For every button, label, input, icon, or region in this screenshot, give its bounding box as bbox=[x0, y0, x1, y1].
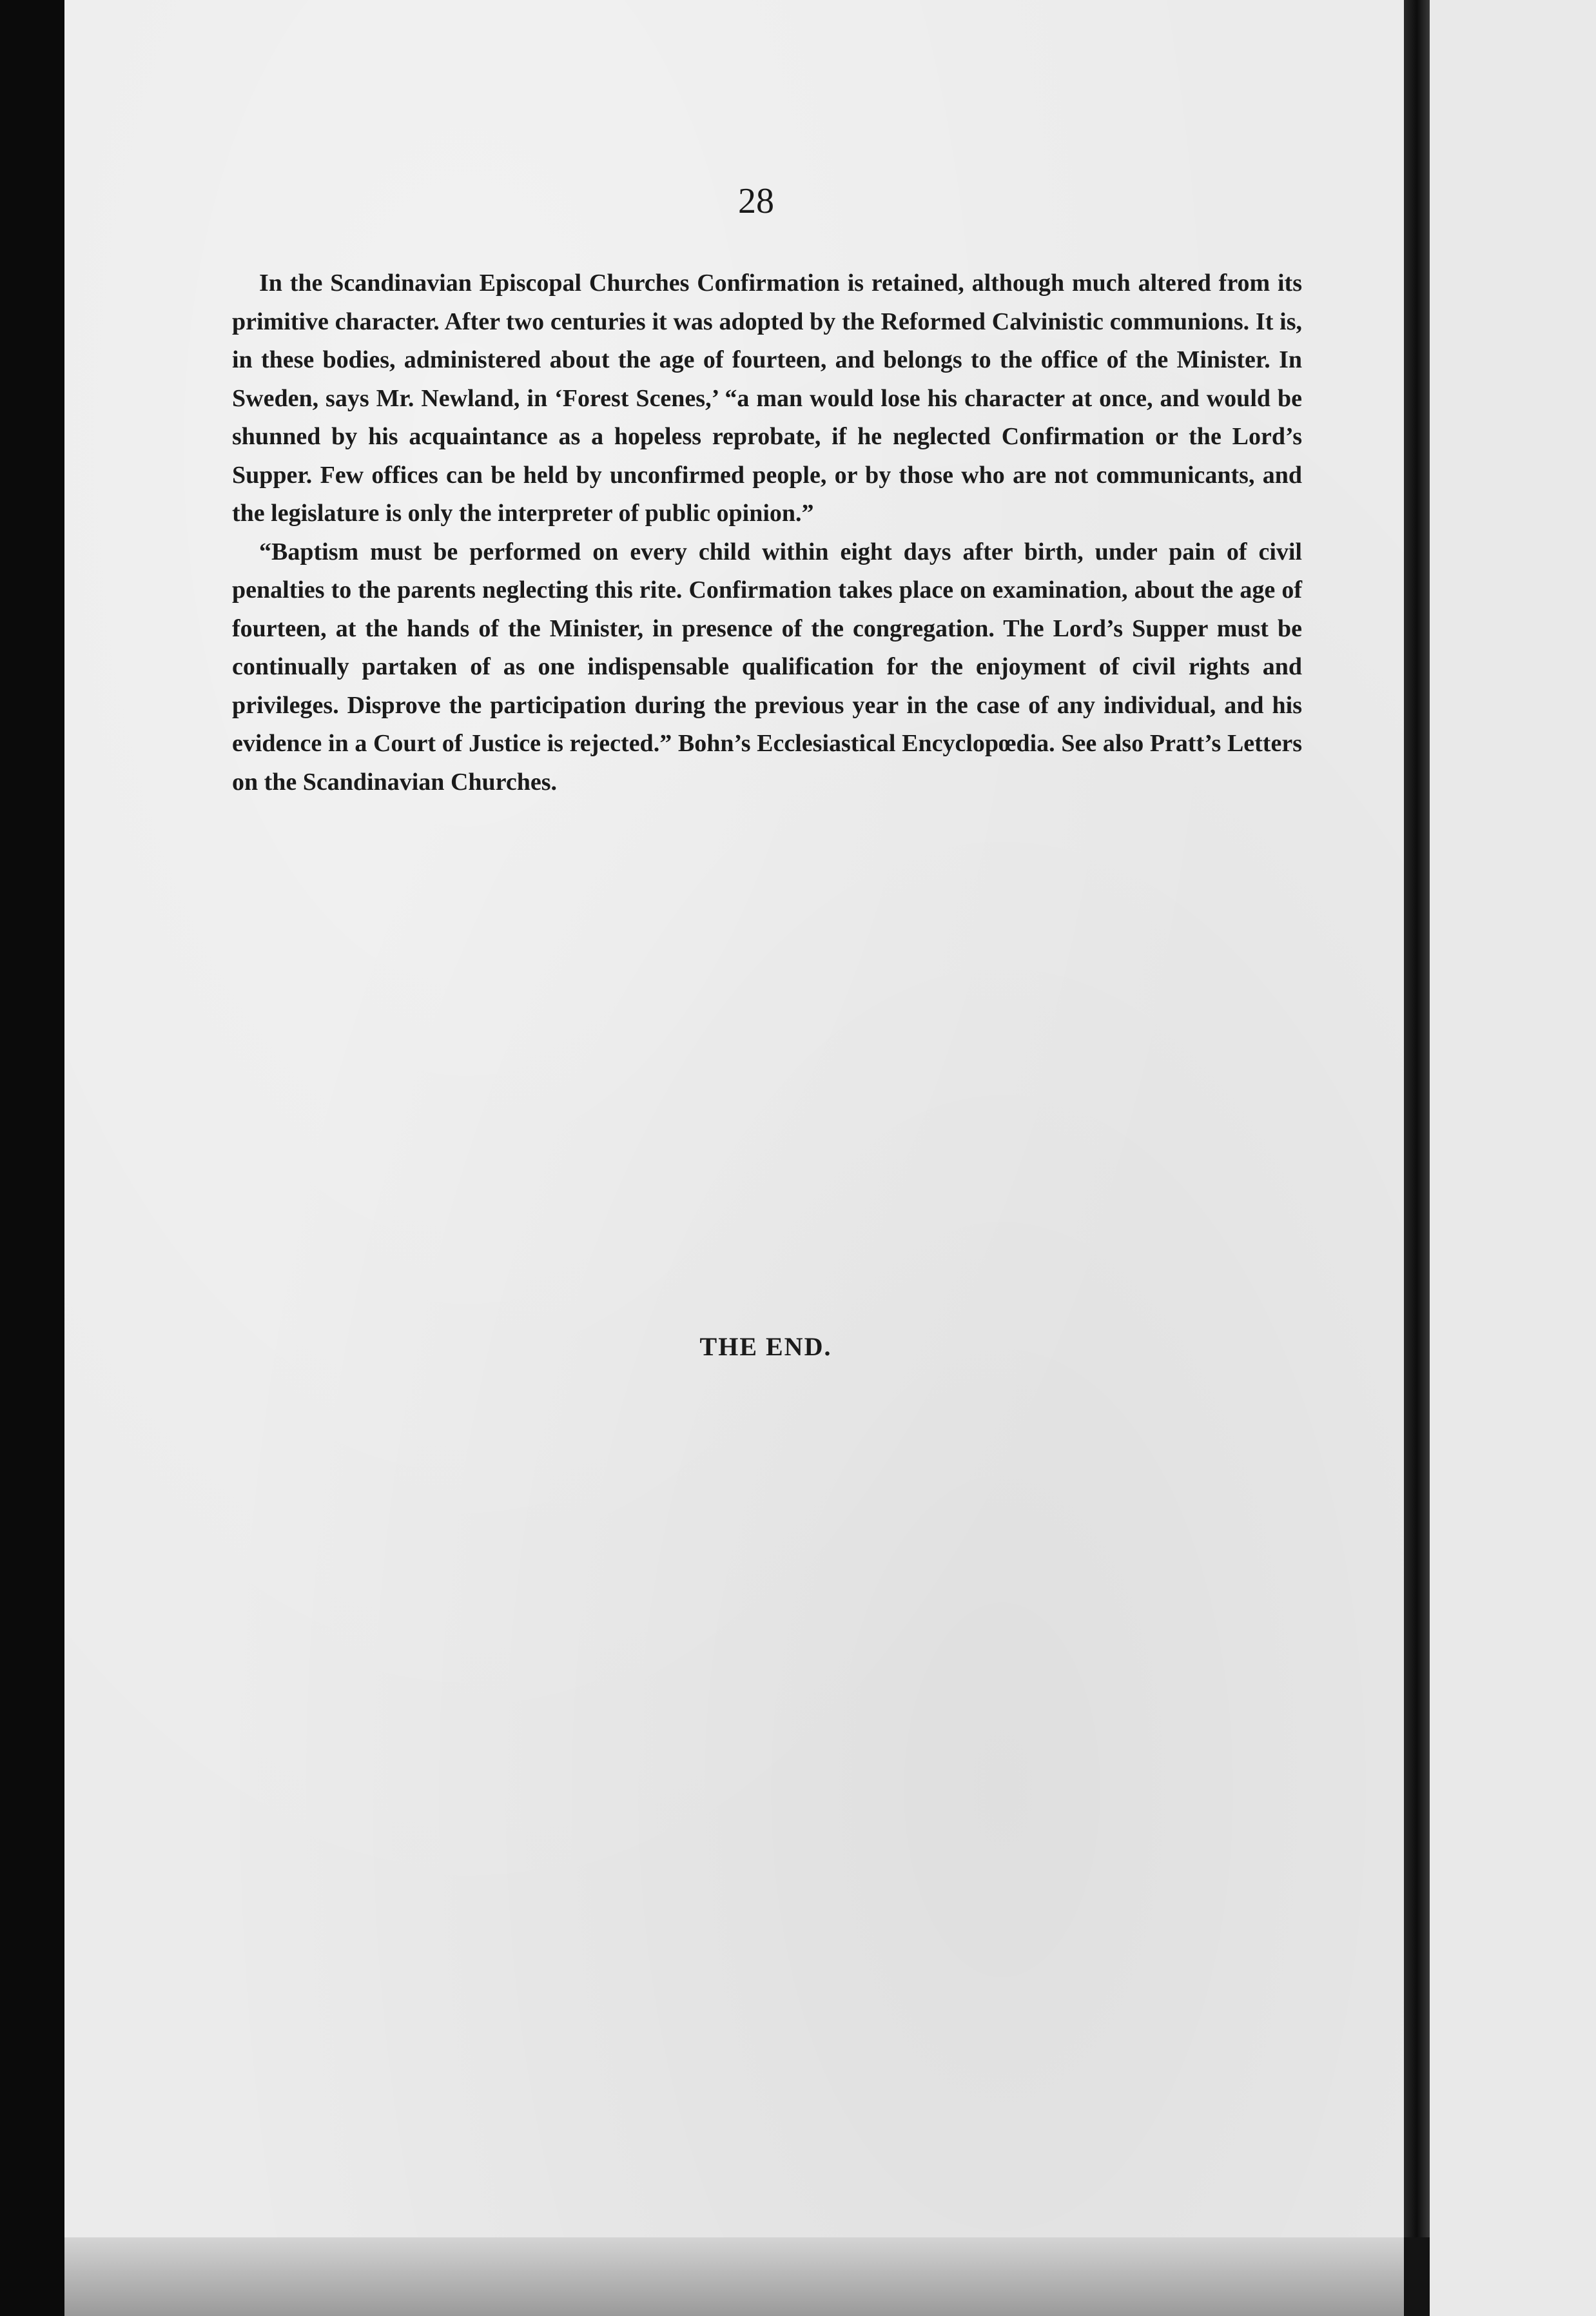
end-heading: THE END. bbox=[699, 1332, 832, 1361]
adjacent-page-edge bbox=[1430, 0, 1596, 2316]
paragraph: In the Scandinavian Episcopal Churches Confirmation is retained, although much altered from its primitive character. After two centuries it was adopted by the Reformed Calvinistic communions. It is, in these bodies, administered about the age of fourteen, and belongs to the office of the Minister. In Sweden, says Mr. Newland, in ‘Forest Scenes,’ “a man would lose his character at once, and would be shunned by his acquaintance as a hopeless reprobate, if he neglected Confirmation or the Lord’s Supper. Few offices can be held by unconfirmed people, or by those who are not communicants, and the legislature is only the interpreter of public opinion.” bbox=[232, 270, 1302, 527]
scan-left-margin bbox=[0, 0, 64, 2316]
body-text bbox=[232, 264, 1302, 801]
paragraph: “Baptism must be performed on every child within eight days after birth, under pain of civil penalties to the parents neglecting this rite. Confirmation takes place on examination, about the age of fourteen, at the hands of the Minister, in presence of the congregation. The Lord’s Supper must be continually partaken of as one indispensable qualification for the enjoyment of civil rights and privileges. Disprove the participation during the previous year in the case of any individual, and his evidence in a Court of Justice is rejected.” Bohn’s Ecclesiastical Encyclopœdia. See also Pratt’s Letters on the Scandinavian Churches. bbox=[232, 538, 1302, 796]
page-number: 28 bbox=[738, 181, 774, 221]
end-heading-row bbox=[0, 1331, 1596, 1362]
book-spine-shadow bbox=[1404, 0, 1430, 2237]
page-bottom-edge bbox=[64, 2237, 1404, 2316]
